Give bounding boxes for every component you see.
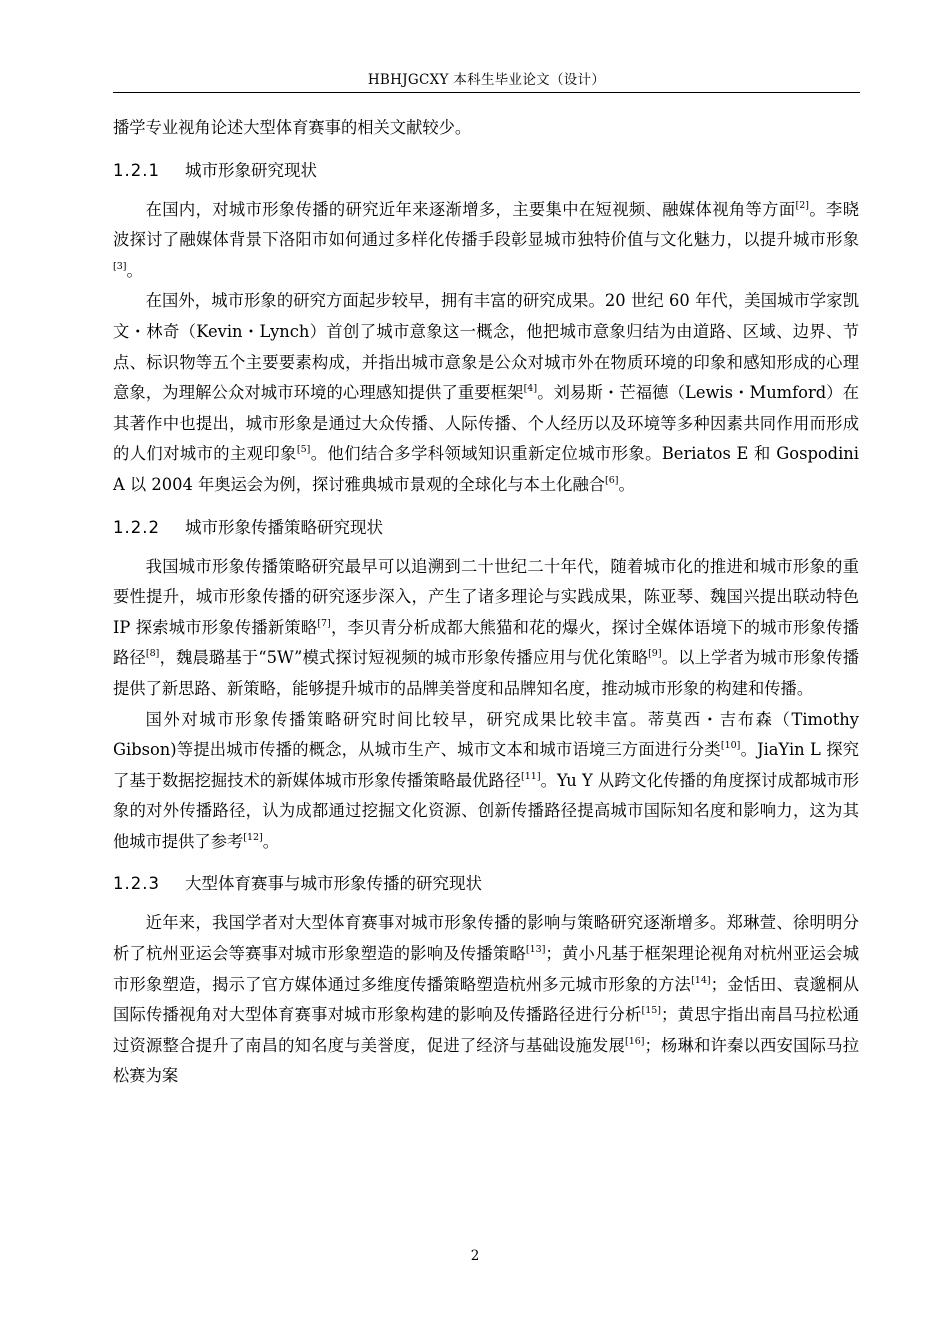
paragraph: 国外对城市形象传播策略研究时间比较早，研究成果比较丰富。蒂莫西・吉布森（Timothy Gibson)等提出城市传播的概念，从城市生产、城市文本和城市语境三方面进行分类[10]。JiaYin L 探究了基于数据挖掘技术的新媒体城市形象传播策略最优路径[11]。Yu Y 从跨文化传播的角度探讨成都城市形象的对外传播路径，认为成都通过挖掘文化资源、创新传播路径提高城市国际知名度和影响力，这为其他城市提供了参考[12]。 [113, 709, 859, 851]
citation: [14] [691, 974, 711, 986]
header-title: HBHJGCXY 本科生毕业论文（设计） [367, 72, 606, 88]
section-heading-1-2-1 [113, 156, 859, 186]
intro-paragraph: 播学专业视角论述大型体育赛事的相关文献较少。 [113, 118, 472, 137]
page-body [113, 113, 859, 1092]
page-header [113, 68, 860, 93]
citation: [7] [317, 617, 331, 629]
section-title: 城市形象研究现状 [185, 160, 317, 180]
paragraph: 我国城市形象传播策略研究最早可以追溯到二十世纪二十年代，随着城市化的推进和城市形象的重要性提升，城市形象传播的研究逐步深入，产生了诸多理论与实践成果，陈亚琴、魏国兴提出联动特色 IP 探索城市形象传播新策略[7]，李贝青分析成都大熊猫和花的爆火，探讨全媒体语境下的城市形象传播路径[8]，魏晨璐基于“5W”模式探讨短视频的城市形象传播应用与优化策略[9]。以上学者为城市形象传播提供了新思路、新策略，能够提升城市的品牌美誉度和品牌知名度，推动城市形象的构建和传播。 [113, 556, 859, 698]
section-number: 1.2.3 [113, 874, 160, 894]
citation: [4] [523, 383, 538, 395]
citation: [5] [296, 444, 311, 456]
citation: [13] [525, 944, 546, 956]
citation: [8] [145, 648, 160, 660]
citation: [10] [720, 740, 741, 752]
section-title: 城市形象传播策略研究现状 [185, 517, 383, 537]
paragraph: 在国内，对城市形象传播的研究近年来逐渐增多，主要集中在短视频、融媒体视角等方面[2]。李晓波探讨了融媒体背景下洛阳市如何通过多样化传播手段彰显城市独特价值与文化魅力，以提升城市形象[3]。 [113, 199, 859, 280]
citation: [9] [648, 648, 662, 660]
citation: [6] [605, 474, 619, 486]
section-heading-1-2-2 [113, 513, 859, 543]
page-number: 2 [470, 1248, 480, 1264]
citation: [2] [795, 199, 809, 211]
section-heading-1-2-3 [113, 869, 859, 899]
citation: [15] [641, 1005, 662, 1017]
section-title: 大型体育赛事与城市形象传播的研究现状 [185, 874, 482, 894]
citation: [16] [625, 1035, 645, 1047]
paragraph: 近年来，我国学者对大型体育赛事对城市形象传播的影响与策略研究逐渐增多。郑琳萱、徐明明分析了杭州亚运会等赛事对城市形象塑造的影响及传播策略[13]；黄小凡基于框架理论视角对杭州亚运会城市形象塑造，揭示了官方媒体通过多维度传播策略塑造杭州多元城市形象的方法[14]；金恬田、袁邈桐从国际传播视角对大型体育赛事对城市形象构建的影响及传播路径进行分析[15]；黄思宇指出南昌马拉松通过资源整合提升了南昌的知名度与美誉度，促进了经济与基础设施发展[16]；杨琳和许秦以西安国际马拉松赛为案 [113, 913, 859, 1086]
section-number: 1.2.2 [113, 517, 160, 537]
citation: [11] [521, 770, 541, 782]
citation: [3] [113, 260, 127, 272]
paragraph: 在国外，城市形象的研究方面起步较早，拥有丰富的研究成果。20 世纪 60 年代，美国城市学家凯文・林奇（Kevin・Lynch）首创了城市意象这一概念，他把城市意象归结为由道路、区域、边界、节点、标识物等五个主要要素构成，并指出城市意象是公众对城市外在物质环境的印象和感知形成的心理意象，为理解公众对城市环境的心理感知提供了重要框架[4]。刘易斯・芒福德（Lewis・Mumford）在其著作中也提出，城市形象是通过大众传播、人际传播、个人经历以及环境等多种因素共同作用而形成的人们对城市的主观印象[5]。他们结合多学科领域知识重新定位城市形象。Beriatos E 和 Gospodini A 以 2004 年奥运会为例，探讨雅典城市景观的全球化与本土化融合[6]。 [113, 291, 859, 494]
section-number: 1.2.1 [113, 160, 160, 180]
citation: [12] [243, 831, 263, 843]
